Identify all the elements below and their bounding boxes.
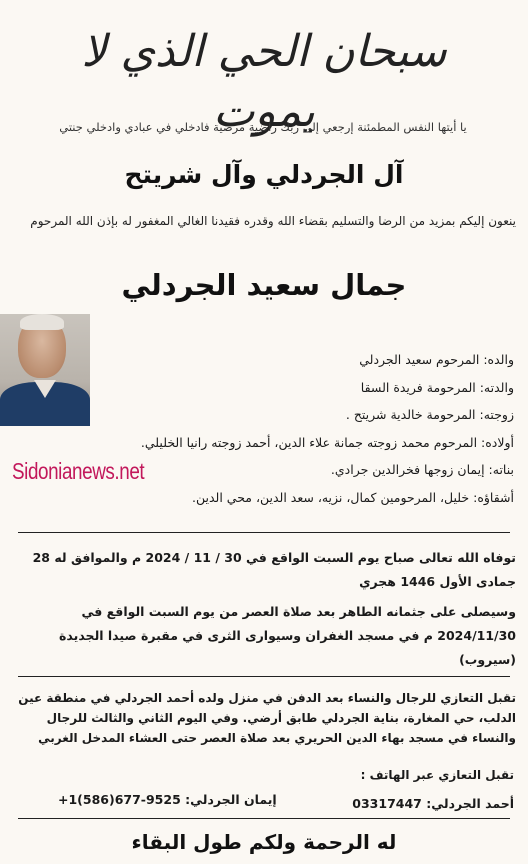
divider-top bbox=[18, 532, 510, 533]
phone-title: تقبل التعازي عبر الهاتف : bbox=[360, 768, 514, 782]
deceased-name: جمال سعيد الجردلي bbox=[121, 268, 407, 302]
relative-brothers: أشقاؤه: خليل، المرحومين كمال، نزيه، سعد الدين، محي الدين. bbox=[192, 489, 514, 505]
relative-sons: أولاده: المرحوم محمد زوجته جمانة علاء الدين، أحمد زوجته رانيا الخليلي. bbox=[140, 434, 514, 450]
phone-entry-iman bbox=[58, 792, 277, 807]
photo-hair bbox=[20, 314, 64, 330]
death-date-text: توفاه الله تعالى صباح يوم السبت الواقع في 30 / 11 / 2024 م والموافق له 28 جمادى الأول 1446 هجري bbox=[32, 550, 516, 589]
divider-bottom bbox=[18, 818, 510, 819]
quran-verse: يا أيتها النفس المطمئنة إرجعي إلى ربك راضية مرضية فادخلي في عبادي وادخلي جنتي bbox=[59, 120, 467, 134]
phone-label: إيمان الجردلي: bbox=[185, 792, 277, 807]
phone-number: 03317447 bbox=[352, 796, 422, 811]
relative-wife: زوجته: المرحومة خالدية شريتح . bbox=[345, 407, 514, 422]
relative-father: والده: المرحوم سعيد الجردلي bbox=[359, 352, 514, 367]
site-watermark: Sidonianews.net bbox=[12, 458, 145, 484]
condolences-text: تقبل التعازي للرجال والنساء بعد الدفن في منزل ولده أحمد الجردلي في منطقة عين الدلب، حي المغارة، بناية الجردلي طابق أرضي. وفي اليوم الثاني والثالث للرجال والنساء في مسجد بهاء الدين الحريري بعد صلاة العصر حتى العشاء المدخل الغربي bbox=[18, 691, 516, 745]
death-notice bbox=[16, 546, 516, 678]
relative-daughters: بناته: إيمان زوجها فخرالدين جرادي. bbox=[330, 462, 514, 477]
relatives-list bbox=[114, 346, 514, 511]
phone-number: +1(586)677-9525 bbox=[58, 792, 181, 807]
announcement-text: ينعون إليكم بمزيد من الرضا والتسليم بقضاء الله وقدره فقيدنا الغالي المغفور له بإذن الله المرحوم bbox=[30, 214, 516, 228]
condolences-section bbox=[16, 688, 516, 748]
divider-middle bbox=[18, 676, 510, 677]
phone-label: أحمد الجردلي: bbox=[426, 796, 514, 811]
closing-phrase: له الرحمة ولكم طول البقاء bbox=[131, 830, 397, 854]
funeral-prayer-text: وسيصلى على جثمانه الطاهر بعد صلاة العصر من يوم السبت الواقع في 2024/11/30 م في مسجد الغفران وسيوارى الثرى في مقبرة صيدا الجديدة (سيروب) bbox=[59, 604, 516, 667]
relative-mother: والدته: المرحومة فريدة السقا bbox=[360, 379, 514, 395]
deceased-photo bbox=[0, 314, 90, 426]
phone-entry-ahmad bbox=[352, 796, 514, 811]
families-title: آل الجردلي وآل شريتح bbox=[124, 160, 404, 189]
calligraphy-heading: سبحان الحي الذي لا يموت bbox=[81, 26, 447, 137]
